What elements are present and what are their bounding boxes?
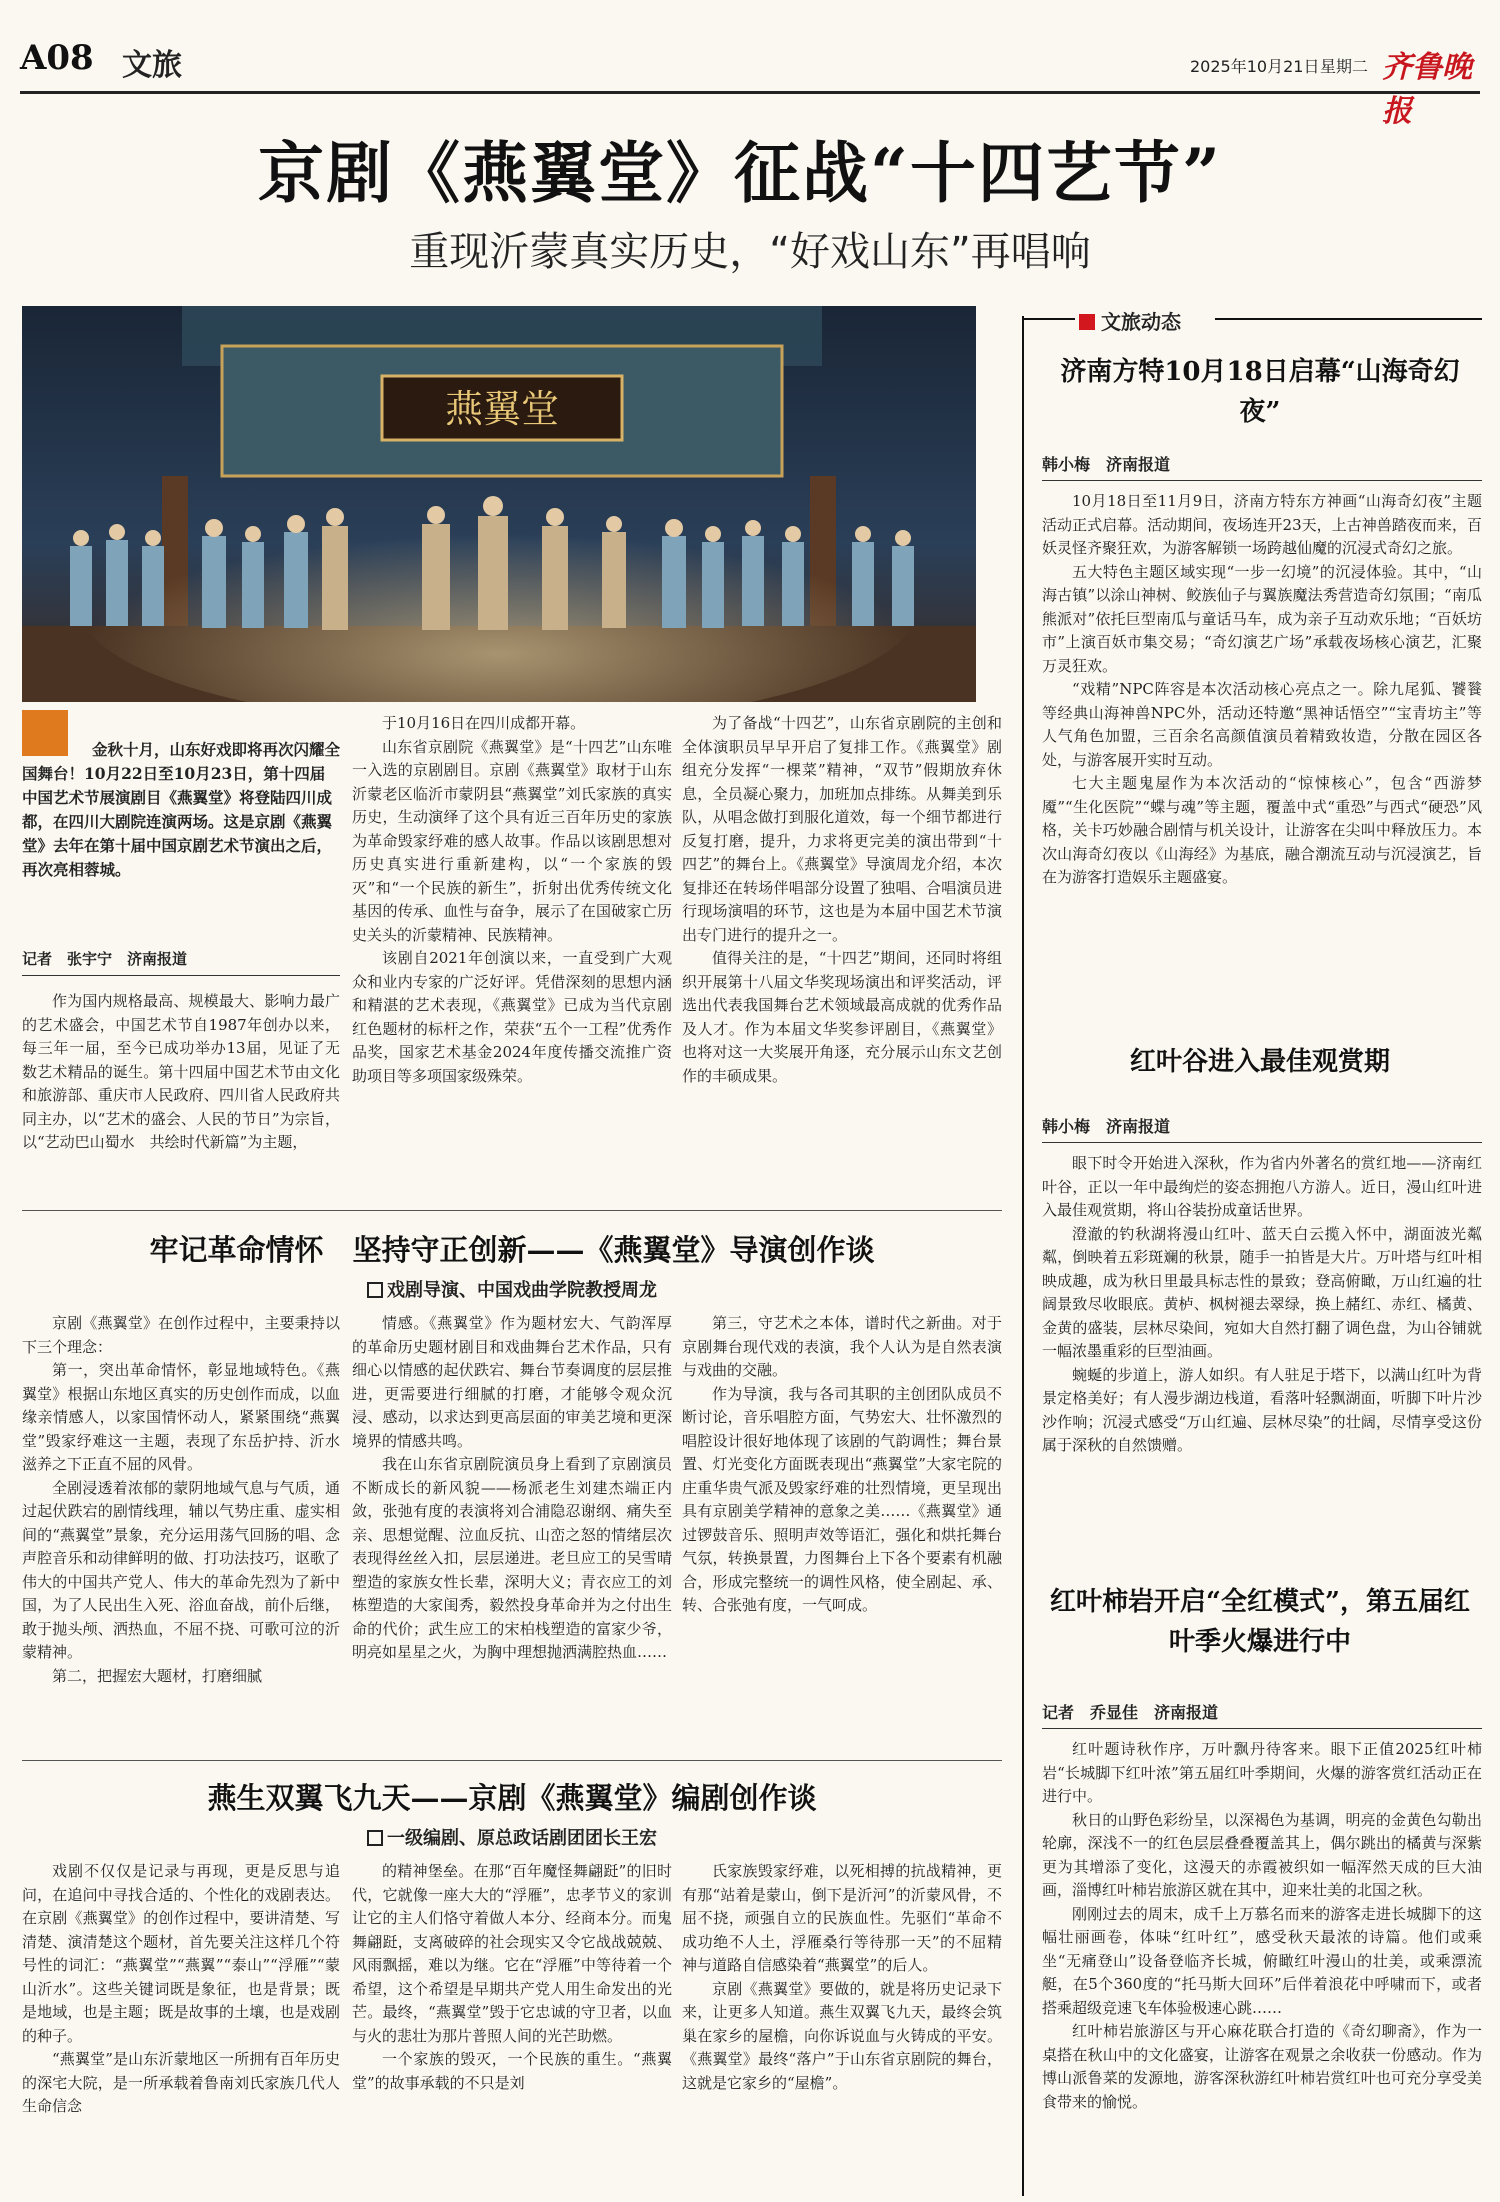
writer-column-1 <box>22 1860 340 2190</box>
paragraph: 眼下时令开始进入深秋，作为省内外著名的赏红地——济南红叶谷，正以一年中最绚烂的姿态拥抱八方游人。近日，漫山红叶进入最佳观赏期，将山谷装扮成童话世界。 <box>1042 1154 1482 1219</box>
article-column-3 <box>682 712 1002 1200</box>
issue-weekday: 星期二 <box>1320 57 1369 76</box>
sidebar-item-body <box>1042 490 1482 970</box>
sidebar-item-body <box>1042 1152 1482 1544</box>
article-column-2 <box>352 712 672 1200</box>
writer-column-3 <box>682 1860 1002 2190</box>
writer-column-2 <box>352 1860 672 2190</box>
paragraph: 山东省京剧院《燕翼堂》是“十四艺”山东唯一入选的京剧剧目。京剧《燕翼堂》取材于山东沂蒙老区临沂市蒙阴县“燕翼堂”刘氏家族的真实历史，生动演绎了这个具有近三百年历史的家族为革命毁家纾难的感人故事。作品以该剧思想对历史真实进行重新建构，以“一个家族的毁灭”和“一个民族的新生”，折射出优秀传统文化基因的传承、血性与奋争，展示了在国破家亡历史关头的沂蒙精神、民族精神。 <box>352 737 672 944</box>
director-column-2 <box>352 1312 672 1750</box>
sidebar-item-body <box>1042 1738 1482 2190</box>
paragraph: 10月18日至11月9日，济南方特东方神画“山海奇幻夜”主题活动正式启幕。活动期间，夜场连开23天，上古神兽踏夜而来，百妖灵怪齐聚狂欢，为游客解锁一场跨越仙魔的沉浸式奇幻之旅。 <box>1042 492 1482 557</box>
stage-photo-illustration <box>22 306 976 702</box>
square-bullet-icon <box>367 1282 383 1298</box>
stage-photo <box>22 306 976 702</box>
paragraph: 一个家族的毁灭，一个民族的重生。“燕翼堂”的故事承载的不只是刘 <box>352 2050 672 2092</box>
director-author-name: 戏剧导演、中国戏曲学院教授周龙 <box>387 1280 657 1301</box>
paragraph: “戏精”NPC阵容是本次活动核心亮点之一。除九尾狐、饕餮等经典山海神兽NPC外，活动还特邀“黑神话悟空”“宝青坊主”等人气角色加盟，三百余名高颜值演员着精致妆造，分散在园区各处，与游客展开实时互动。 <box>1042 680 1482 769</box>
paragraph: 值得关注的是，“十四艺”期间，还同时将组织开展第十八届文华奖现场演出和评奖活动，评选出代表我国舞台艺术领域最高成就的优秀作品及人才。作为本届文华奖参评剧目，《燕翼堂》也将对这一大奖展开角逐，充分展示山东文艺创作的丰硕成果。 <box>682 949 1002 1085</box>
director-section-title: 牢记革命情怀 坚持守正创新——《燕翼堂》导演创作谈 <box>149 1233 875 1267</box>
sidebar-item-byline: 记者 乔显佳 济南报道 <box>1042 1700 1482 1729</box>
paragraph: 全剧浸透着浓郁的蒙阴地域气息与气质，通过起伏跌宕的剧情线理，辅以气势庄重、虚实相间的“燕翼堂”景象，充分运用荡气回肠的唱、念声腔音乐和动律鲜明的做、打功法技巧，讴歌了伟大的中国共产党人、伟大的革命先烈为了新中国，为了人民出生入死、浴血奋战，前仆后继，敢于抛头颅、洒热血，不屈不挠、可歌可泣的沂蒙精神。 <box>22 1478 340 1661</box>
sidebar-header <box>1075 306 1215 334</box>
sidebar-item-title: 红叶柿岩开启“全红模式”，第五届红叶季火爆进行中 <box>1050 1587 1470 1657</box>
sidebar-label: 文旅动态 <box>1101 310 1181 334</box>
paragraph: 第二，把握宏大题材，打磨细腻 <box>52 1666 263 1685</box>
paragraph: 的精神堡垒。在那“百年魔怪舞翩跹”的旧时代，它就像一座大大的“浮雁”，忠孝节义的家训让它的主人们恪守着做人本分、经商本分。而鬼舞翩跹，支离破碎的社会现实又令它战战兢兢、风雨飘摇，难以为继。它在“浮雁”中等待着一个希望，这个希望是早期共产党人用生命发出的光芒。最终，“燕翼堂”毁于它忠诚的守卫者，以血与火的悲壮为那片普照人间的光芒助燃。 <box>352 1862 672 2045</box>
paragraph: 京剧《燕翼堂》在创作过程中，主要秉持以下三个理念： <box>22 1314 340 1356</box>
article-column-1 <box>22 990 340 1200</box>
paragraph: 为了备战“十四艺”，山东省京剧院的主创和全体演职员早早开启了复排工作。《燕翼堂》剧组充分发挥“一棵菜”精神，“双节”假期放弃休息，全员凝心聚力，加班加点排练。从舞美到乐队，从唱念做打到服化道效，每一个细节都进行反复打磨，提升，力求将更完美的演出带到“十四艺”的舞台上。《燕翼堂》导演周龙介绍，本次复排还在转场伴唱部分设置了独唱、合唱演员进行现场演唱的环节，这也是为本届中国艺术节演出专门进行的提升之一。 <box>682 714 1002 944</box>
paragraph: 情感。《燕翼堂》作为题材宏大、气韵浑厚的革命历史题材剧目和戏曲舞台艺术作品，只有细心以情感的起伏跌宕、舞台节奏调度的层层推进，更需要进行细腻的打磨，才能够令观众沉浸、感动，以求达到更高层面的审美艺境和更深境界的情感共鸣。 <box>352 1314 672 1450</box>
red-square-icon <box>1079 314 1095 330</box>
section-divider <box>22 1210 1002 1211</box>
page-number: A08 <box>20 38 94 78</box>
paragraph: 我在山东省京剧院演员身上看到了京剧演员不断成长的新风貌——杨派老生刘建杰端正内敛，张弛有度的表演将刘合浦隐忍谢纲、痛失至亲、思想觉醒、泣血反抗、山峦之怒的情绪层次表现得丝丝入扣，层层递进。老旦应工的吴雪晴塑造的家族女性长辈，深明大义；青衣应工的刘栋塑造的大家闺秀，毅然投身革命并为之付出生命的代价；武生应工的宋柏栈塑造的富家少爷，明亮如星星之火，为胸中理想抛洒满腔热血…… <box>352 1455 672 1661</box>
paragraph: 京剧《燕翼堂》要做的，就是将历史记录下来，让更多人知道。燕生双翼飞九天，最终会筑巢在家乡的屋檐，向你诉说血与火铸成的平安。《燕翼堂》最终“落户”于山东省京剧院的舞台，这就是它家乡的“屋檐”。 <box>682 1979 1002 2092</box>
section-name: 文旅 <box>122 48 182 83</box>
main-headline: 京剧《燕翼堂》征战“十四艺节” <box>258 134 1222 212</box>
sidebar-item-byline: 韩小梅 济南报道 <box>1042 1114 1482 1143</box>
main-subheadline: 重现沂蒙真实历史，“好戏山东”再唱响 <box>409 229 1091 275</box>
writer-author <box>22 1824 1002 1850</box>
writer-author-name: 一级编剧、原总政话剧团团长王宏 <box>387 1828 657 1849</box>
paragraph: 刚刚过去的周末，成千上万慕名而来的游客走进长城脚下的这幅壮丽画卷，体味“红叶红”，感受秋天最浓的诗篇。他们或乘坐“无痛登山”设备登临齐长城，俯瞰红叶漫山的壮美，或乘漂流艇，在5个360度的“托马斯大回环”后伴着浪花中呼啸而下，或者搭乘超级竞速飞车体验极速心跳…… <box>1042 1904 1482 2017</box>
lead-text: 金秋十月，山东好戏即将再次闪耀全国舞台！10月22日至10月23日，第十四届中国艺术节展演剧目《燕翼堂》将登陆四川成都，在四川大剧院连演两场。这是京剧《燕翼堂》去年在第十届中国京剧艺术节演出之后，再次亮相蓉城。 <box>22 740 341 879</box>
paragraph: 于10月16日在四川成都开幕。 <box>382 714 586 732</box>
paragraph: 七大主题鬼屋作为本次活动的“惊悚核心”，包含“西游梦魇”“生化医院”“蝶与魂”等主题，覆盖中式“重恐”与西式“硬恐”风格，关卡巧妙融合剧情与机关设计，让游客在尖叫中释放压力。本次山海奇幻夜以《山海经》为基底，融合潮流互动与沉浸演艺，旨在为游客打造娱乐主题盛宴。 <box>1042 774 1482 886</box>
paragraph: 该剧自2021年创演以来，一直受到广大观众和业内专家的广泛好评。凭借深刻的思想内涵和精湛的艺术表现，《燕翼堂》已成为当代京剧红色题材的标杆之作，荣获“五个一工程”优秀作品奖，国家艺术基金2024年度传播交流推广资助项目等多项国家级殊荣。 <box>352 949 672 1085</box>
director-author <box>22 1276 1002 1302</box>
sidebar-item-title: 济南方特10月18日启幕“山海奇幻夜” <box>1060 357 1460 427</box>
writer-section-title: 燕生双翼飞九天——京剧《燕翼堂》编剧创作谈 <box>207 1781 817 1815</box>
paragraph: 秋日的山野色彩纷呈，以深褐色为基调，明亮的金黄色勾勒出轮廓，深浅不一的红色层层叠叠覆盖其上，偶尔跳出的橘黄与深紫更为其增添了变化，这漫天的赤霞被织如一幅浑然天成的巨大油画，淄博红叶柿岩旅游区就在其中，迎来壮美的北国之秋。 <box>1042 1810 1482 1899</box>
square-bullet-icon <box>367 1830 383 1846</box>
paragraph: 氏家族毁家纾难，以死相搏的抗战精神，更有那“站着是蒙山，倒下是沂河”的沂蒙风骨，不屈不挠，顽强自立的民族血性。先驱们“革命不成功绝不人土，浮雁桑行等待那一天”的不屈精神与道路自信感染着“燕翼堂”的后人。 <box>682 1862 1002 1974</box>
paragraph: 澄澈的钓秋湖将漫山红叶、蓝天白云揽入怀中，湖面波光粼粼，倒映着五彩斑斓的秋景，随手一拍皆是大片。万叶塔与红叶相映成趣，成为秋日里最具标志性的景致；登高俯瞰，万山红遍的壮阔景致尽收眼底。黄栌、枫树褪去翠绿，换上赭红、赤红、橘黄、金黄的盛装，层林尽染间，宛如大自然打翻了调色盘，为山谷铺就一幅浓墨重彩的巨型油画。 <box>1042 1224 1482 1360</box>
masthead <box>20 38 1480 129</box>
paragraph: 红叶柿岩旅游区与开心麻花联合打造的《奇幻聊斋》，作为一桌搭在秋山中的文化盛宴，让游客在观景之余收获一份感动。作为博山派鲁菜的发源地，游客深秋游红叶柿岩赏红叶也可充分享受美食带来的愉悦。 <box>1042 2022 1482 2111</box>
sidebar-item-byline: 韩小梅 济南报道 <box>1042 452 1482 481</box>
section-divider <box>22 1760 1002 1761</box>
paragraph: 第一，突出革命情怀，彰显地域特色。《燕翼堂》根据山东地区真实的历史创作而成，以血缘亲情感人，以家国情怀动人，紧紧围绕“燕翼堂”毁家纾难这一主题，表现了东岳护持、沂水滋养之下正直不屈的风骨。 <box>22 1361 340 1473</box>
sidebar-border <box>1022 316 1024 2196</box>
paragraph: 五大特色主题区域实现“一步一幻境”的沉浸体验。其中，“山海古镇”以涂山神树、鲛族仙子与翼族魔法秀营造奇幻氛围；“南瓜熊派对”依托巨型南瓜与童话马车，成为亲子互动欢乐地；“百妖坊市”上演百妖市集交易；“奇幻演艺广场”承载夜场核心演艺，汇聚万灵狂欢。 <box>1042 562 1482 675</box>
paragraph: 蜿蜒的步道上，游人如织。有人驻足于塔下，以满山红叶为背景定格美好；有人漫步湖边栈道，看落叶轻飘湖面，听脚下叶片沙沙作响；沉浸式感受“万山红遍、层林尽染”的壮阔，尽情享受这份属于深秋的自然馈赠。 <box>1042 1365 1482 1454</box>
paragraph: 第三，守艺术之本体，谱时代之新曲。对于京剧舞台现代戏的表演，我个人认为是自然表演与戏曲的交融。 <box>682 1314 1002 1379</box>
director-column-1 <box>22 1312 340 1750</box>
paragraph: “燕翼堂”是山东沂蒙地区一所拥有百年历史的深宅大院，是一所承载着鲁南刘氏家族几代人生命信念 <box>22 2050 340 2115</box>
paragraph: 戏剧不仅仅是记录与再现，更是反思与追问，在追问中寻找合适的、个性化的戏剧表达。在京剧《燕翼堂》的创作过程中，要讲清楚、写清楚、演清楚这个题材，首先要关注这样几个符号性的词汇：“燕翼堂”“燕翼”“泰山”“浮雁”“蒙山沂水”。这些关键词既是象征，也是背景；既是地域，也是主题；既是故事的土壤，也是戏剧的种子。 <box>22 1862 340 2045</box>
sidebar-item-title: 红叶谷进入最佳观赏期 <box>1129 1047 1390 1077</box>
paragraph: 作为导演，我与各司其职的主创团队成员不断讨论，音乐唱腔方面，气势宏大、壮怀激烈的唱腔设计很好地体现了该剧的气韵调性；舞台景置、灯光变化方面既表现出“燕翼堂”大家宅院的庄重华贵气派及毁家纾难的壮烈情境，更呈现出具有京剧美学精神的意象之美……《燕翼堂》通过锣鼓音乐、照明声效等语汇，强化和烘托舞台气氛，转换景置，力图舞台上下各个要素有机融合，形成完整统一的调性风格，使全剧起、承、转、合张弛有度，一气呵成。 <box>682 1384 1002 1614</box>
plaque-text: 燕翼堂 <box>444 387 560 431</box>
director-column-3 <box>682 1312 1002 1750</box>
lead-paragraph <box>22 710 340 930</box>
article-byline: 记者 张宇宁 济南报道 <box>22 948 340 976</box>
newspaper-logo: 齐鲁晚报 <box>1382 50 1472 129</box>
issue-date: 2025年10月21日 <box>1190 57 1320 76</box>
paragraph: 红叶题诗秋作序，万叶飘丹待客来。眼下正值2025红叶柿岩“长城脚下红叶浓”第五届红叶季期间，火爆的游客赏红活动正在进行中。 <box>1042 1740 1482 1805</box>
paragraph: 作为国内规格最高、规模最大、影响力最广的艺术盛会，中国艺术节自1987年创办以来，每三年一届，至今已成功举办13届，见证了无数艺术精品的诞生。第十四届中国艺术节由文化和旅游部、重庆市人民政府、四川省人民政府共同主办，以“艺术的盛会、人民的节日”为宗旨，以“艺动巴山蜀水 共绘时代新篇”为主题， <box>22 992 340 1151</box>
